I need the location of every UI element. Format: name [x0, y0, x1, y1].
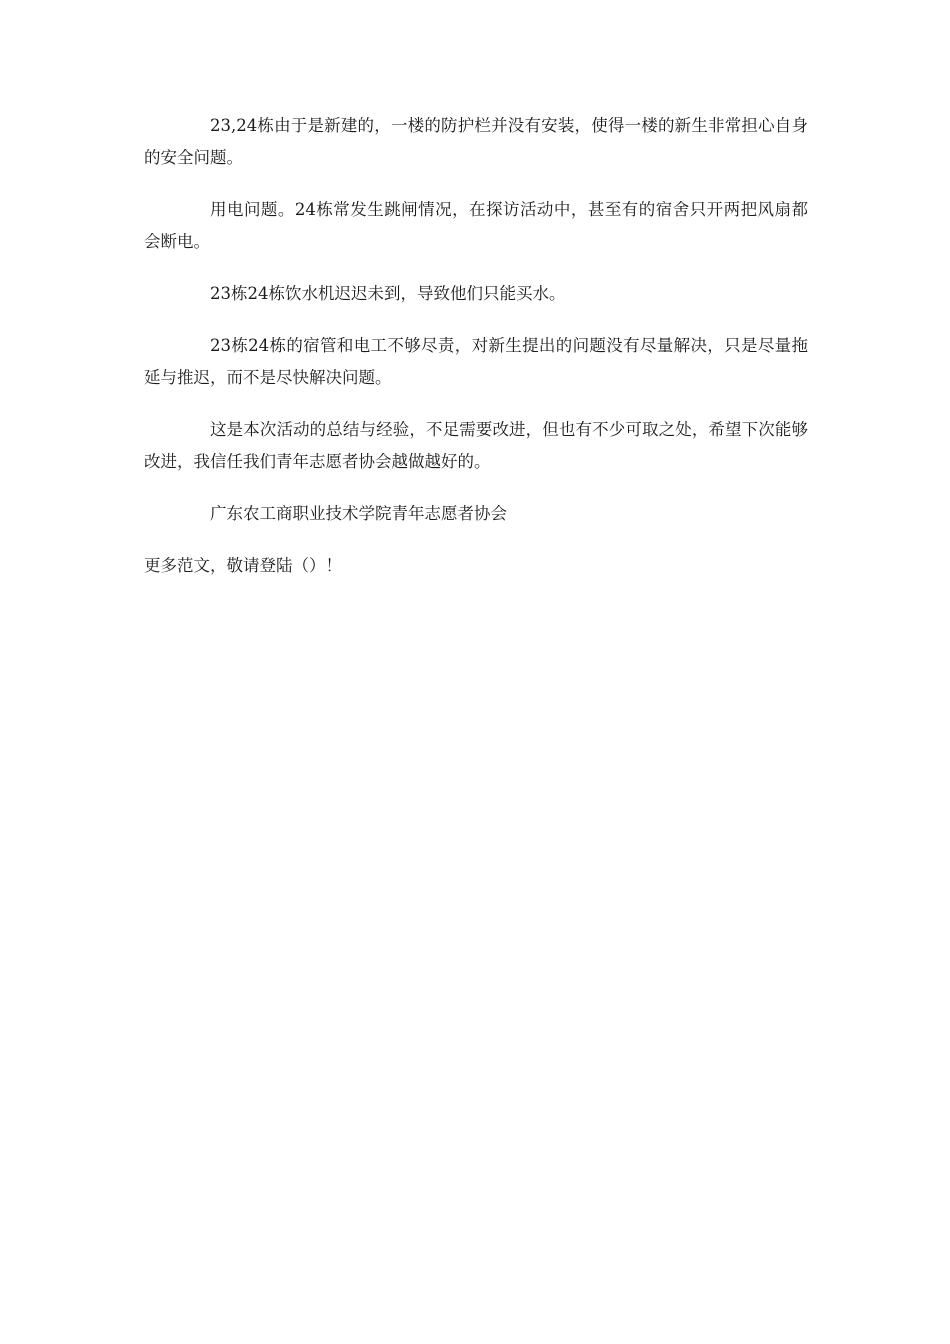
paragraph-dormitory-safety: 23,24栋由于是新建的，一楼的防护栏并没有安装，使得一楼的新生非常担心自身的安全问题。	[144, 116, 808, 167]
paragraph-dorm-management: 23栋24栋的宿管和电工不够尽责，对新生提出的问题没有尽量解决，只是尽量拖延与推迟，而不是尽快解决问题。	[144, 336, 808, 387]
paragraph-water-dispenser: 23栋24栋饮水机迟迟未到，导致他们只能买水。	[210, 284, 566, 303]
footer-note: 更多范文，敬请登陆（）！	[144, 556, 342, 575]
paragraph-summary: 这是本次活动的总结与经验，不足需要改进，但也有不少可取之处，希望下次能够改进，我信任我们青年志愿者协会越做越好的。	[144, 420, 808, 471]
paragraph-electricity: 用电问题。24栋常发生跳闸情况，在探访活动中，甚至有的宿舍只开两把风扇都会断电。	[144, 200, 808, 251]
signature-organization: 广东农工商职业技术学院青年志愿者协会	[210, 504, 507, 523]
document-body	[144, 110, 808, 602]
